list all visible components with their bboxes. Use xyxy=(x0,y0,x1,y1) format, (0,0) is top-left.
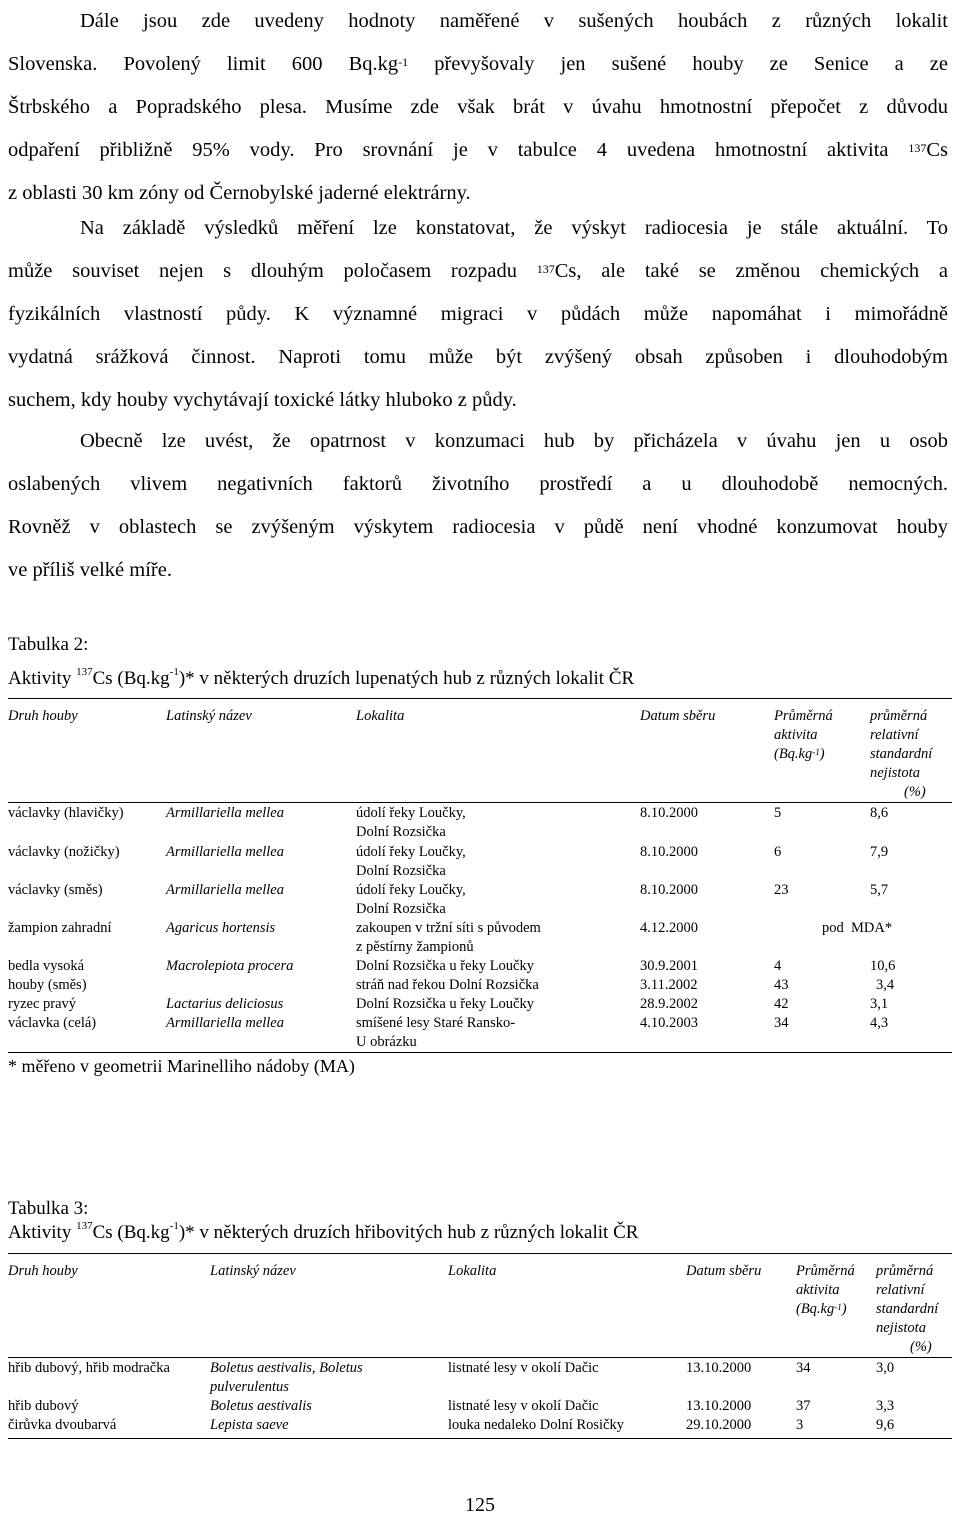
table2-footnote: * měřeno v geometrii Marinelliho nádoby (MA) xyxy=(8,1056,355,1076)
table-cell: Boletus aestivalis xyxy=(210,1398,312,1414)
table-cell: 8.10.2000 xyxy=(640,844,698,860)
table-cell: 34 xyxy=(774,1015,789,1031)
table-cell: stráň nad řekou Dolní Rozsička xyxy=(356,977,539,993)
table-cell: hřib dubový xyxy=(8,1398,79,1414)
table-cell: václavky (směs) xyxy=(8,882,103,898)
table3-header-nejistota: průměrná relativní standardní nejistota (%) xyxy=(876,1263,939,1355)
table-cell: Armillariella mellea xyxy=(166,844,284,860)
table-cell: listnaté lesy v okolí Dačic xyxy=(448,1360,599,1376)
text-line: vydatná srážková činnost. Naproti tomu může být zvýšený obsah způsoben i dlouhodobým xyxy=(8,346,948,368)
text-line: oslabených vlivem negativních faktorů životního prostředí a u dlouhodobě nemocných. xyxy=(8,473,948,495)
table-cell: Lepista saeve xyxy=(210,1417,289,1433)
table-cell: 4.12.2000 xyxy=(640,920,698,936)
table-cell: 8.10.2000 xyxy=(640,882,698,898)
table-cell: louka nedaleko Dolní Rosičky xyxy=(448,1417,624,1433)
table2-title: Tabulka 2: xyxy=(8,634,89,655)
text-line: ve příliš velké míře. xyxy=(8,559,172,581)
table-cell: 8,6 xyxy=(870,805,889,821)
text-line: Dále jsou zde uvedeny hodnoty naměřené v sušených houbách z různých lokalit xyxy=(80,10,948,32)
paragraph-1 xyxy=(8,0,948,215)
table-cell: údolí řeky Loučky, Dolní Rozsička xyxy=(356,805,466,840)
table-cell: 3,1 xyxy=(870,996,889,1012)
table-cell: houby (směs) xyxy=(8,977,87,993)
text-line: odpaření přibližně 95% vody. Pro srovnání je v tabulce 4 uvedena hmotnostní aktivita $^{137}$Cs xyxy=(8,139,948,161)
table-cell: 6 xyxy=(774,844,782,860)
table-cell: václavky (nožičky) xyxy=(8,844,120,860)
table3-header-rule xyxy=(8,1357,952,1358)
table3-header-datum: Datum sběru xyxy=(686,1263,762,1279)
table-cell: hřib dubový, hřib modračka xyxy=(8,1360,170,1376)
table2-header-rule xyxy=(8,802,952,803)
text-line: může souviset nejen s dlouhým poločasem rozpadu $^{137}$Cs, ale také se změnou chemických a xyxy=(8,260,949,282)
text-line: Slovenska. Povolený limit 600 $Bq.kg^{-1}$ převyšovaly jen sušené houby ze Senice a ze xyxy=(8,53,948,75)
table-cell: zakoupen v tržní síti s původem z pěstírny žampionů xyxy=(356,920,541,955)
table2-header-druh: Druh houby xyxy=(8,708,78,724)
table-cell: 29.10.2000 xyxy=(686,1417,752,1433)
table2-header-nejistota: průměrná relativní standardní nejistota (%) xyxy=(870,708,933,800)
table-cell: 43 xyxy=(774,977,789,993)
table3-header-prumer: Průměrná aktivita $(Bq.kg^{-1})$ xyxy=(796,1263,855,1317)
table-cell: 34 xyxy=(796,1360,811,1376)
table-cell: smíšené lesy Staré Ransko- U obrázku xyxy=(356,1015,516,1050)
table-cell: údolí řeky Loučky, Dolní Rozsička xyxy=(356,882,466,917)
table-cell: 42 xyxy=(774,996,789,1012)
table2-header-latin: Latinský název xyxy=(166,708,252,724)
table-cell: 5 xyxy=(774,805,782,821)
text-line: suchem, kdy houby vychytávají toxické látky hluboko z půdy. xyxy=(8,389,517,411)
table-cell: Dolní Rozsička u řeky Loučky xyxy=(356,958,534,974)
table-cell: ryzec pravý xyxy=(8,996,77,1012)
table-cell: 28.9.2002 xyxy=(640,996,698,1012)
table-cell: 4,3 xyxy=(870,1015,889,1031)
table-cell: 13.10.2000 xyxy=(686,1398,752,1414)
table2-header-prumer: Průměrná aktivita $(Bq.kg^{-1})$ xyxy=(774,708,833,762)
table-cell: 13.10.2000 xyxy=(686,1360,752,1376)
paragraph-3 xyxy=(8,420,948,592)
table3-bottom-rule xyxy=(8,1438,952,1439)
table2-header-lokalita: Lokalita xyxy=(356,708,405,724)
table-cell: Macrolepiota procera xyxy=(166,958,294,974)
paragraph-2 xyxy=(8,207,948,422)
text-line: Na základě výsledků měření lze konstatovat, že výskyt radiocesia je stále aktuální. To xyxy=(80,217,948,239)
table-cell: 8.10.2000 xyxy=(640,805,698,821)
table-cell: Dolní Rozsička u řeky Loučky xyxy=(356,996,534,1012)
table-cell: 30.9.2001 xyxy=(640,958,698,974)
table-cell: 3.11.2002 xyxy=(640,977,698,993)
table-cell: bedla vysoká xyxy=(8,958,85,974)
table3-top-rule xyxy=(8,1253,952,1254)
table-cell: 9,6 xyxy=(876,1417,895,1433)
table-cell: 3,4 xyxy=(876,977,895,993)
table-cell: 7,9 xyxy=(870,844,889,860)
table-cell: Lactarius deliciosus xyxy=(166,996,284,1012)
text-line: Rovněž v oblastech se zvýšeným výskytem radiocesia v půdě není vhodné konzumovat houby xyxy=(8,516,948,538)
table-cell: Armillariella mellea xyxy=(166,805,284,821)
table-cell: václavky (hlavičky) xyxy=(8,805,124,821)
table-cell: 3,3 xyxy=(876,1398,895,1414)
table-cell: 37 xyxy=(796,1398,811,1414)
table-cell: Armillariella mellea xyxy=(166,1015,284,1031)
table-cell: Boletus aestivalis, Boletus pulverulentus xyxy=(210,1360,363,1395)
table2-top-rule xyxy=(8,698,952,699)
table-cell: údolí řeky Loučky, Dolní Rozsička xyxy=(356,844,466,879)
table-cell: václavka (celá) xyxy=(8,1015,97,1031)
page-number: 125 xyxy=(465,1494,495,1516)
table-cell: 4 xyxy=(774,958,782,974)
table-cell: 5,7 xyxy=(870,882,889,898)
table3-header-latin: Latinský název xyxy=(210,1263,296,1279)
table2-header-datum: Datum sběru xyxy=(640,708,716,724)
table-cell: 4.10.2003 xyxy=(640,1015,698,1031)
table-cell: 3 xyxy=(796,1417,804,1433)
table-cell: 23 xyxy=(774,882,789,898)
text-line: fyzikálních vlastností půdy. K významné migraci v půdách může napomáhat i mimořádně xyxy=(8,303,948,325)
table-cell: čirůvka dvoubarvá xyxy=(8,1417,117,1433)
text-line: Štrbského a Popradského plesa. Musíme zde však brát v úvahu hmotnostní přepočet z důvodu xyxy=(8,96,948,118)
table-cell: Armillariella mellea xyxy=(166,882,284,898)
table-cell: pod MDA* xyxy=(822,920,893,936)
table-cell: žampion zahradní xyxy=(8,920,112,936)
table3-title: Tabulka 3: xyxy=(8,1198,89,1219)
text-line: Obecně lze uvést, že opatrnost v konzumaci hub by přicházela v úvahu jen u osob xyxy=(80,430,948,452)
table-cell: 3,0 xyxy=(876,1360,895,1376)
table2-caption: Aktivity $^{137}$Cs $(Bq.kg^{-1})*$ v některých druzích lupenatých hub z různých lokalit ČR xyxy=(8,666,635,689)
table3-caption: Aktivity $^{137}$Cs $(Bq.kg^{-1})*$ v některých druzích hřibovitých hub z různých lokalit ČR xyxy=(8,1220,639,1243)
table-cell: listnaté lesy v okolí Dačic xyxy=(448,1398,599,1414)
table2-bottom-rule xyxy=(8,1052,952,1053)
table3-header-druh: Druh houby xyxy=(8,1263,78,1279)
table-cell: Agaricus hortensis xyxy=(166,920,276,936)
table3-header-lokalita: Lokalita xyxy=(448,1263,497,1279)
table-cell: 10,6 xyxy=(870,958,896,974)
text-line: z oblasti 30 km zóny od Černobylské jaderné elektrárny. xyxy=(8,182,471,204)
